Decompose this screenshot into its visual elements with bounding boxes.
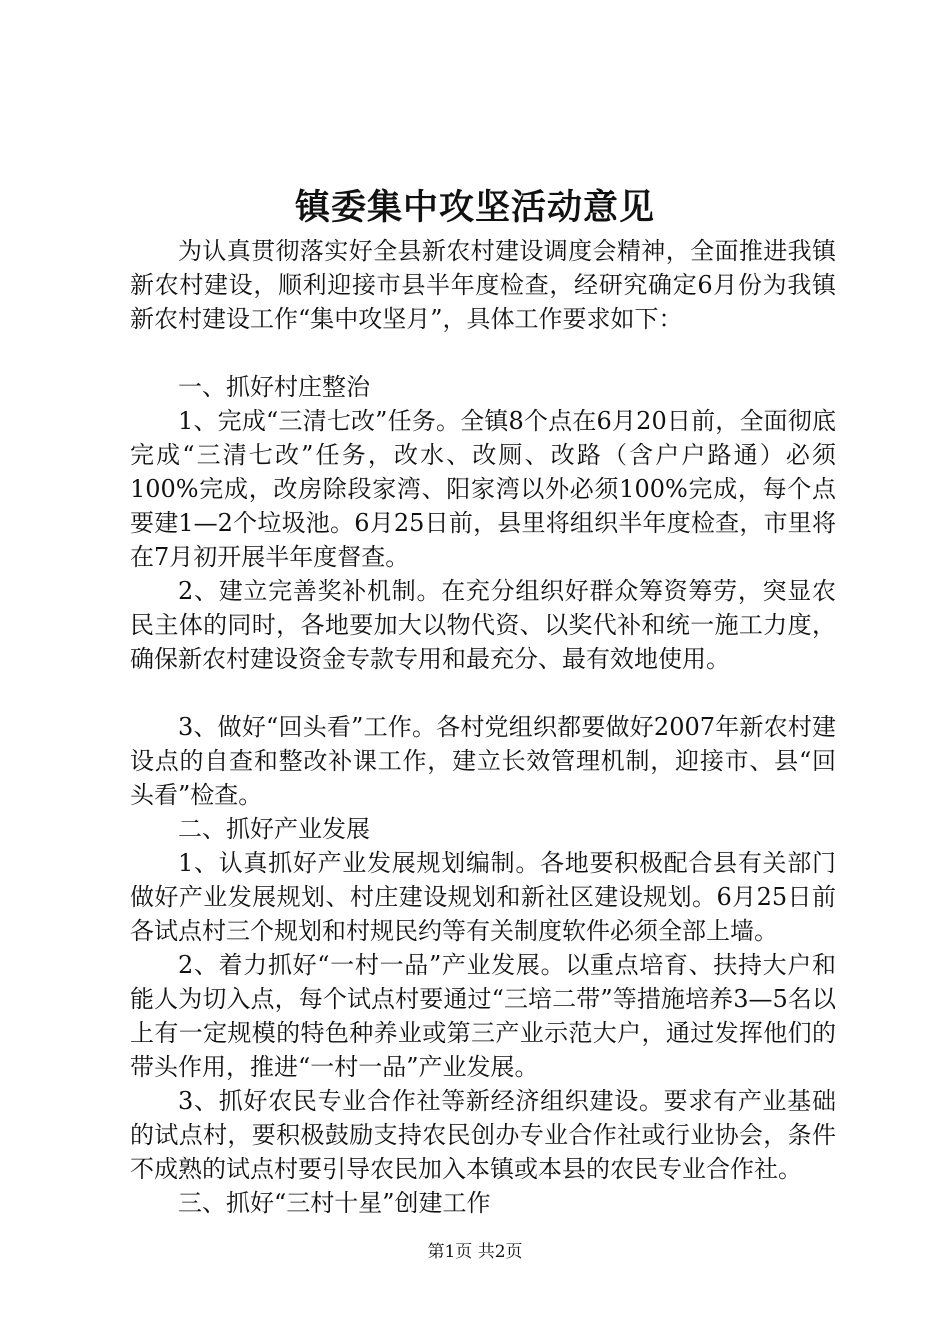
section-heading-3: 三、抓好“三村十星”创建工作 [178, 1189, 491, 1217]
paragraph-1-2: 2、建立完善奖补机制。在充分组织好群众筹资筹劳，突显农民主体的同时，各地要加大以物代资、以奖代补和统一施工力度，确保新农村建设资金专款专用和最充分、最有效地使用。 [130, 577, 836, 673]
paragraph-2-2: 2、着力抓好“一村一品”产业发展。以重点培育、扶持大户和能人为切入点，每个试点村要通过“三培二带”等措施培养3—5名以上有一定规模的特色种养业或第三产业示范大户，通过发挥他们的带头作用，推进“一村一品”产业发展。 [130, 951, 836, 1081]
document-body [130, 234, 836, 1220]
document-title: 镇委集中攻坚活动意见 [294, 187, 655, 228]
paragraph-2-3: 3、抓好农民专业合作社等新经济组织建设。要求有产业基础的试点村，要积极鼓励支持农民创办专业合作社或行业协会，条件不成熟的试点村要引导农民加入本镇或本县的农民专业合作社。 [130, 1087, 836, 1183]
section-heading-2: 二、抓好产业发展 [178, 815, 370, 843]
paragraph-1-1: 1、完成“三清七改”任务。全镇8个点在6月20日前，全面彻底完成“三清七改”任务，改水、改厕、改路（含户户路通）必须100%完成，改房除段家湾、阳家湾以外必须100%完成，每个点要建1—2个垃圾池。6月25日前，县里将组织半年度检查，市里将在7月初开展半年度督查。 [130, 407, 836, 571]
page-footer: 第1页 共2页 [427, 1242, 523, 1262]
paragraph-2-1: 1、认真抓好产业发展规划编制。各地要积极配合县有关部门做好产业发展规划、村庄建设规划和新社区建设规划。6月25日前各试点村三个规划和村规民约等有关制度软件必须全部上墙。 [130, 849, 836, 945]
paragraph-intro: 为认真贯彻落实好全县新农村建设调度会精神，全面推进我镇新农村建设，顺利迎接市县半年度检查，经研究确定6月份为我镇新农村建设工作“集中攻坚月”，具体工作要求如下： [130, 237, 836, 333]
paragraph-1-3: 3、做好“回头看”工作。各村党组织都要做好2007年新农村建设点的自查和整改补课工作，建立长效管理机制，迎接市、县“回头看”检查。 [130, 713, 836, 809]
section-heading-1: 一、抓好村庄整治 [178, 373, 370, 401]
